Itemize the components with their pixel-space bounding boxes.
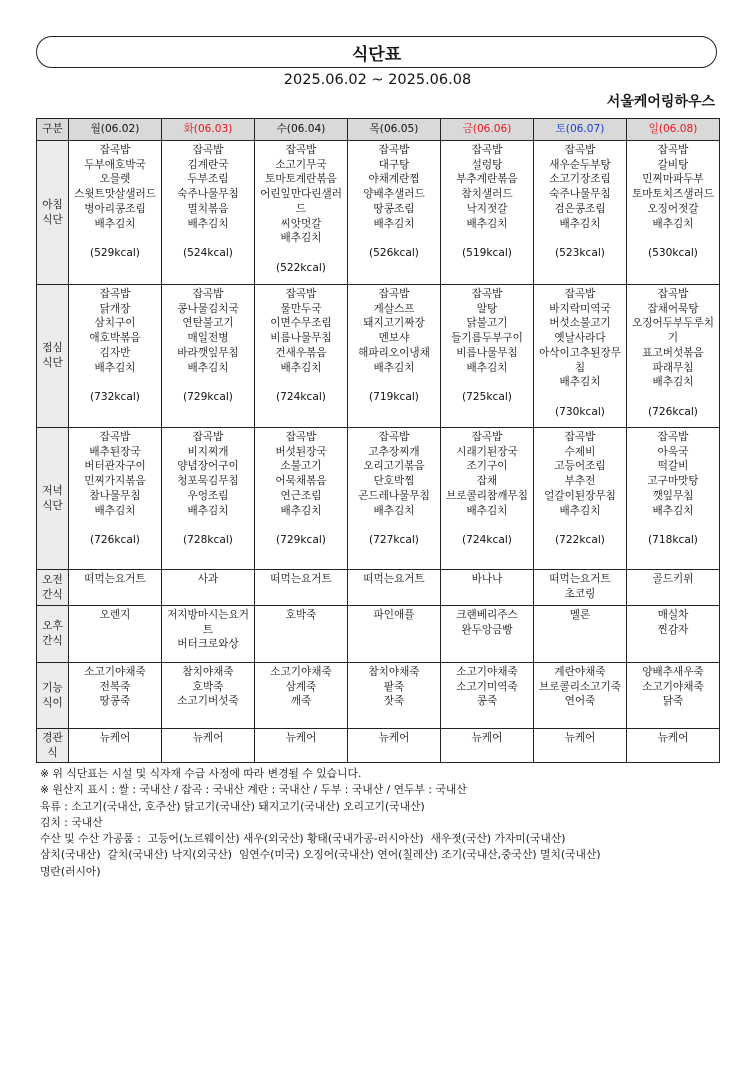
meal-cell-dinner-thu bbox=[348, 428, 441, 570]
menu-item: 배추김치 bbox=[280, 361, 322, 374]
menu-item: 떠먹는요거트 bbox=[549, 573, 611, 585]
menu-item: 배추김치 bbox=[652, 504, 694, 517]
calorie-label: (724kcal) bbox=[276, 390, 326, 403]
menu-item: 잡곡밥 bbox=[99, 431, 131, 443]
menu-item: 들기름두부구이 bbox=[451, 332, 523, 345]
meal-cell-afternoon-snack-mon bbox=[69, 606, 162, 663]
menu-item: 삼치구이 bbox=[94, 317, 136, 330]
page-title: 식단표 bbox=[351, 44, 402, 65]
meal-cell-dinner-wed bbox=[255, 428, 348, 570]
menu-item: 배추김치 bbox=[652, 217, 694, 230]
menu-item: 배추김치 bbox=[466, 504, 508, 517]
menu-item: 바나나 bbox=[471, 573, 503, 585]
day-header-sun: 일(06.08) bbox=[627, 119, 720, 141]
menu-item: 참치야채죽 bbox=[368, 666, 420, 678]
menu-item: 어묵채볶음 bbox=[275, 475, 327, 488]
meal-cell-morning-snack-fri bbox=[441, 570, 534, 606]
menu-item: 양념장어구이 bbox=[177, 460, 239, 473]
menu-item: 건새우볶음 bbox=[275, 346, 327, 359]
menu-item: 잡곡밥 bbox=[657, 288, 689, 300]
menu-item: 배추김치 bbox=[466, 217, 508, 230]
menu-item: 소고기장조림 bbox=[549, 173, 611, 186]
menu-item: 참치야채죽 bbox=[182, 666, 234, 678]
menu-item: 콩나물김치국 bbox=[177, 302, 239, 315]
menu-item: 소고기버섯죽 bbox=[177, 695, 239, 708]
menu-item: 닭불고기 bbox=[466, 317, 508, 330]
menu-item: 옛날사라다 bbox=[554, 332, 606, 345]
menu-item: 뉴케어 bbox=[471, 732, 503, 744]
calorie-label: (726kcal) bbox=[648, 405, 698, 418]
menu-item: 찐감자 bbox=[657, 623, 689, 636]
menu-item: 뉴케어 bbox=[378, 732, 410, 744]
menu-item: 잡곡밥 bbox=[99, 144, 131, 156]
menu-item: 양배추샐러드 bbox=[363, 188, 425, 201]
menu-item: 소고기야채죽 bbox=[642, 680, 704, 693]
calorie-label: (729kcal) bbox=[183, 390, 233, 403]
meal-cell-dinner-tue bbox=[162, 428, 255, 570]
menu-item: 잡곡밥 bbox=[192, 144, 224, 156]
meal-cell-morning-snack-mon bbox=[69, 570, 162, 606]
meal-cell-dinner-sat bbox=[534, 428, 627, 570]
menu-item: 소고기미역죽 bbox=[456, 680, 518, 693]
menu-item: 잡채 bbox=[476, 475, 498, 488]
menu-item: 잡곡밥 bbox=[285, 288, 317, 300]
menu-item: 깨죽 bbox=[290, 695, 312, 708]
menu-item: 조기구이 bbox=[466, 460, 508, 473]
meal-cell-functional-diet-sun bbox=[627, 663, 720, 729]
meal-cell-tube-feeding-mon bbox=[69, 729, 162, 763]
row-label-breakfast: 아침 식단 bbox=[37, 141, 69, 285]
menu-item: 소고기야채죽 bbox=[84, 666, 146, 678]
meal-cell-morning-snack-tue bbox=[162, 570, 255, 606]
menu-item: 호박죽 bbox=[192, 680, 224, 693]
meal-cell-morning-snack-wed bbox=[255, 570, 348, 606]
row-label-morning-snack: 오전 간식 bbox=[37, 570, 69, 606]
calorie-label: (727kcal) bbox=[369, 533, 419, 546]
menu-item: 브로콜리소고기죽 bbox=[539, 680, 621, 693]
menu-item: 잡곡밥 bbox=[378, 144, 410, 156]
menu-item: 배추김치 bbox=[187, 217, 229, 230]
row-functional-diet bbox=[37, 663, 720, 729]
menu-item: 배추김치 bbox=[280, 232, 322, 245]
menu-item: 완두앙금빵 bbox=[461, 623, 513, 636]
menu-item: 비지찌개 bbox=[187, 445, 229, 458]
calorie-label: (522kcal) bbox=[276, 261, 326, 274]
day-header-thu: 목(06.05) bbox=[348, 119, 441, 141]
menu-item: 배추김치 bbox=[94, 217, 136, 230]
title-box bbox=[36, 36, 717, 68]
row-dinner bbox=[37, 428, 720, 570]
calorie-label: (719kcal) bbox=[369, 390, 419, 403]
meal-cell-tube-feeding-sun bbox=[627, 729, 720, 763]
menu-item: 배추김치 bbox=[559, 376, 601, 389]
menu-item: 단호박찜 bbox=[373, 475, 415, 488]
menu-item: 김계란국 bbox=[187, 158, 229, 171]
menu-item: 표고버섯볶음 bbox=[642, 346, 704, 359]
menu-item: 대구탕 bbox=[378, 158, 410, 171]
meal-cell-lunch-mon bbox=[69, 285, 162, 428]
menu-item: 배추김치 bbox=[373, 217, 415, 230]
row-label-dinner: 저녁 식단 bbox=[37, 428, 69, 570]
menu-item: 배추김치 bbox=[652, 376, 694, 389]
meal-table bbox=[36, 118, 720, 763]
note-line: 명란(러시아) bbox=[40, 864, 101, 878]
menu-item: 버섯된장국 bbox=[275, 445, 327, 458]
menu-item: 물만두국 bbox=[280, 302, 322, 315]
date-range: 2025.06.02 ~ 2025.06.08 bbox=[283, 72, 472, 88]
menu-item: 비름나물무침 bbox=[456, 346, 518, 359]
menu-item: 소고기야채죽 bbox=[270, 666, 332, 678]
meal-cell-breakfast-sat bbox=[534, 141, 627, 285]
note-line: 김치 : 국내산 bbox=[40, 815, 103, 829]
menu-item: 참치샐러드 bbox=[461, 188, 513, 201]
menu-item: 고추장찌개 bbox=[368, 445, 420, 458]
meal-cell-breakfast-wed bbox=[255, 141, 348, 285]
menu-item: 연탄불고기 bbox=[182, 317, 234, 330]
row-morning-snack bbox=[37, 570, 720, 606]
row-tube-feeding bbox=[37, 729, 720, 763]
row-label-tube-feeding: 경관 식 bbox=[37, 729, 69, 763]
row-label-functional-diet: 기능 식이 bbox=[37, 663, 69, 729]
menu-item: 양배추새우죽 bbox=[642, 666, 704, 678]
menu-item: 고구마맛탕 bbox=[647, 475, 699, 488]
meal-cell-afternoon-snack-tue bbox=[162, 606, 255, 663]
menu-item: 깻잎무침 bbox=[652, 489, 694, 502]
meal-cell-breakfast-thu bbox=[348, 141, 441, 285]
day-header-fri: 금(06.06) bbox=[441, 119, 534, 141]
menu-item: 뉴케어 bbox=[192, 732, 224, 744]
menu-item: 닭죽 bbox=[662, 695, 684, 708]
menu-item: 매실차 bbox=[657, 609, 689, 621]
day-header-mon: 월(06.02) bbox=[69, 119, 162, 141]
calorie-label: (519kcal) bbox=[462, 246, 512, 259]
row-afternoon-snack bbox=[37, 606, 720, 663]
menu-item: 배추김치 bbox=[373, 361, 415, 374]
menu-item: 버섯소불고기 bbox=[549, 317, 611, 330]
calorie-label: (726kcal) bbox=[90, 533, 140, 546]
menu-item: 잡곡밥 bbox=[471, 288, 503, 300]
menu-item: 버터크로와상 bbox=[177, 638, 239, 651]
menu-item: 잡곡밥 bbox=[657, 431, 689, 443]
calorie-label: (728kcal) bbox=[183, 533, 233, 546]
menu-item: 뉴케어 bbox=[99, 732, 131, 744]
note-line: 육류 : 소고기(국내산, 호주산) 닭고기(국내산) 돼지고기(국내산) 오리고기(국내산) bbox=[40, 799, 425, 813]
menu-item: 매일전병 bbox=[187, 332, 229, 345]
menu-item: 오리고기볶음 bbox=[363, 460, 425, 473]
menu-item: 해파리오이냉채 bbox=[358, 346, 430, 359]
menu-item: 배추김치 bbox=[559, 217, 601, 230]
menu-item: 돼지고기짜장 bbox=[363, 317, 425, 330]
menu-item: 땅콩죽 bbox=[99, 695, 131, 708]
calorie-label: (718kcal) bbox=[648, 533, 698, 546]
menu-item: 호박죽 bbox=[285, 609, 317, 621]
note-line: ※ 위 식단표는 시설 및 식자재 수급 사정에 따라 변경될 수 있습니다. bbox=[40, 767, 362, 780]
menu-item: 잡곡밥 bbox=[564, 144, 596, 156]
menu-item: 곤드레나물무침 bbox=[358, 489, 430, 502]
meal-cell-breakfast-mon bbox=[69, 141, 162, 285]
menu-item: 민찌마파두부 bbox=[642, 173, 704, 186]
menu-item: 오징어젓갈 bbox=[647, 202, 699, 215]
menu-item: 배추김치 bbox=[94, 361, 136, 374]
menu-item: 스윗트맛살샐러드 bbox=[74, 188, 156, 201]
menu-item: 시래기된장국 bbox=[456, 445, 518, 458]
menu-item: 배추김치 bbox=[559, 504, 601, 517]
menu-item: 잡곡밥 bbox=[285, 431, 317, 443]
note-line: ※ 원산지 표시 : 쌀 : 국내산 / 잡곡 : 국내산 계란 : 국내산 / 두부 : 국내산 / 연두부 : 국내산 bbox=[40, 783, 467, 797]
menu-item: 소불고기 bbox=[280, 460, 322, 473]
menu-item: 야채계란찜 bbox=[368, 173, 420, 186]
header-row bbox=[37, 119, 720, 141]
menu-item: 수제비 bbox=[564, 445, 596, 458]
row-lunch bbox=[37, 285, 720, 428]
menu-item: 비름나물무침 bbox=[270, 332, 332, 345]
row-label-lunch: 점심 식단 bbox=[37, 285, 69, 428]
note-line: 삼치(국내산) 갈치(국내산) 낙지(외국산) 임연수(미국) 오징어(국내산) 연어(칠레산) 조기(국내산,중국산) 멸치(국내산) bbox=[40, 848, 601, 862]
day-header-tue: 화(06.03) bbox=[162, 119, 255, 141]
meal-table-body bbox=[37, 141, 720, 763]
menu-item: 바지락미역국 bbox=[549, 302, 611, 315]
menu-item: 청포묵김무침 bbox=[177, 475, 239, 488]
menu-item: 토마토계란볶음 bbox=[265, 173, 337, 186]
menu-item: 전복죽 bbox=[99, 680, 131, 693]
meal-cell-afternoon-snack-fri bbox=[441, 606, 534, 663]
menu-item: 사과 bbox=[197, 573, 219, 585]
meal-cell-dinner-mon bbox=[69, 428, 162, 570]
menu-item: 파래무침 bbox=[652, 361, 694, 374]
menu-item: 소고기야채죽 bbox=[456, 666, 518, 678]
menu-item: 배추된장국 bbox=[89, 445, 141, 458]
menu-item: 잡곡밥 bbox=[99, 288, 131, 300]
menu-item: 땅콩조림 bbox=[373, 202, 415, 215]
menu-item: 오징어두부두루치기 bbox=[632, 317, 714, 345]
menu-item: 연어죽 bbox=[564, 695, 596, 708]
menu-item: 잡곡밥 bbox=[192, 288, 224, 300]
menu-item: 잡곡밥 bbox=[657, 144, 689, 156]
meal-cell-functional-diet-tue bbox=[162, 663, 255, 729]
menu-item: 멘보샤 bbox=[378, 332, 410, 345]
menu-item: 김자반 bbox=[99, 346, 131, 359]
meal-cell-breakfast-tue bbox=[162, 141, 255, 285]
meal-cell-breakfast-fri bbox=[441, 141, 534, 285]
menu-item: 소고기무국 bbox=[275, 158, 327, 171]
menu-item: 아삭이고추된장무침 bbox=[539, 346, 621, 374]
menu-item: 잡곡밥 bbox=[564, 431, 596, 443]
meal-cell-dinner-fri bbox=[441, 428, 534, 570]
meal-cell-afternoon-snack-wed bbox=[255, 606, 348, 663]
organization-name: 서울케어링하우스 bbox=[606, 94, 715, 110]
menu-item: 고등어조림 bbox=[554, 460, 606, 473]
meal-cell-morning-snack-thu bbox=[348, 570, 441, 606]
meal-cell-tube-feeding-thu bbox=[348, 729, 441, 763]
menu-item: 배추김치 bbox=[187, 361, 229, 374]
menu-item: 알탕 bbox=[476, 302, 498, 315]
menu-item: 잣죽 bbox=[383, 695, 405, 708]
menu-item: 잡곡밥 bbox=[471, 144, 503, 156]
menu-item: 어린잎만다린샐러드 bbox=[260, 188, 342, 215]
menu-item: 숙주나물무침 bbox=[549, 188, 611, 201]
menu-item: 팥죽 bbox=[383, 680, 405, 693]
calorie-label: (529kcal) bbox=[90, 246, 140, 259]
calorie-label: (526kcal) bbox=[369, 246, 419, 259]
meal-cell-functional-diet-mon bbox=[69, 663, 162, 729]
menu-item: 잡곡밥 bbox=[378, 288, 410, 300]
menu-item: 설렁탕 bbox=[471, 158, 503, 171]
notes-section bbox=[40, 766, 601, 880]
menu-item: 토마토치즈샐러드 bbox=[632, 188, 714, 201]
meal-cell-tube-feeding-wed bbox=[255, 729, 348, 763]
menu-item: 잡곡밥 bbox=[471, 431, 503, 443]
menu-item: 버터관자구이 bbox=[84, 460, 146, 473]
menu-item: 떠먹는요거트 bbox=[363, 573, 425, 585]
menu-item: 콩죽 bbox=[476, 695, 498, 708]
calorie-label: (725kcal) bbox=[462, 390, 512, 403]
menu-item: 오렌지 bbox=[99, 609, 131, 621]
meal-cell-afternoon-snack-sat bbox=[534, 606, 627, 663]
menu-item: 잡채어묵탕 bbox=[647, 302, 699, 315]
menu-item: 부추계란볶음 bbox=[456, 173, 518, 186]
menu-item: 뉴케어 bbox=[285, 732, 317, 744]
menu-item: 아욱국 bbox=[657, 445, 689, 458]
menu-item: 잡곡밥 bbox=[192, 431, 224, 443]
calorie-label: (729kcal) bbox=[276, 533, 326, 546]
day-header-sat: 토(06.07) bbox=[534, 119, 627, 141]
menu-item: 부추전 bbox=[564, 475, 596, 488]
menu-item: 갈비탕 bbox=[657, 158, 689, 171]
menu-item: 뉴케어 bbox=[564, 732, 596, 744]
note-line: 수산 및 수산 가공품 : 고등어(노르웨이산) 새우(외국산) 황태(국내가공-러시아산) 새우젓(국산) 가자미(국내산) bbox=[40, 832, 566, 846]
menu-item: 참나물무침 bbox=[89, 489, 141, 502]
meal-cell-lunch-thu bbox=[348, 285, 441, 428]
menu-item: 애호박볶음 bbox=[89, 332, 141, 345]
menu-item: 잡곡밥 bbox=[564, 288, 596, 300]
menu-item: 초코링 bbox=[564, 587, 596, 600]
menu-item: 닭개장 bbox=[99, 302, 131, 315]
meal-cell-tube-feeding-fri bbox=[441, 729, 534, 763]
day-header-wed: 수(06.04) bbox=[255, 119, 348, 141]
menu-item: 떡갈비 bbox=[657, 460, 689, 473]
menu-item: 크랜베리주스 bbox=[456, 609, 518, 621]
menu-item: 떠먹는요거트 bbox=[270, 573, 332, 585]
meal-cell-lunch-tue bbox=[162, 285, 255, 428]
menu-item: 검은콩조림 bbox=[554, 202, 606, 215]
calorie-label: (523kcal) bbox=[555, 246, 605, 259]
menu-item: 파인애플 bbox=[373, 609, 415, 621]
calorie-label: (732kcal) bbox=[90, 390, 140, 403]
calorie-label: (730kcal) bbox=[555, 405, 605, 418]
menu-item: 배추김치 bbox=[373, 504, 415, 517]
meal-cell-dinner-sun bbox=[627, 428, 720, 570]
menu-item: 삼계죽 bbox=[285, 680, 317, 693]
row-label-afternoon-snack: 오후 간식 bbox=[37, 606, 69, 663]
menu-item: 잡곡밥 bbox=[378, 431, 410, 443]
meal-cell-afternoon-snack-sun bbox=[627, 606, 720, 663]
menu-item: 얼갈이된장무침 bbox=[544, 489, 616, 502]
menu-item: 새우순두부탕 bbox=[549, 158, 611, 171]
meal-cell-lunch-sat bbox=[534, 285, 627, 428]
menu-item: 두부조림 bbox=[187, 173, 229, 186]
menu-item: 연근조림 bbox=[280, 489, 322, 502]
meal-cell-afternoon-snack-thu bbox=[348, 606, 441, 663]
meal-cell-morning-snack-sat bbox=[534, 570, 627, 606]
menu-item: 골드키위 bbox=[652, 573, 694, 585]
menu-item: 배추김치 bbox=[466, 361, 508, 374]
menu-item: 계란야채죽 bbox=[554, 666, 606, 678]
meal-cell-functional-diet-wed bbox=[255, 663, 348, 729]
calorie-label: (724kcal) bbox=[462, 533, 512, 546]
meal-cell-functional-diet-fri bbox=[441, 663, 534, 729]
meal-cell-morning-snack-sun bbox=[627, 570, 720, 606]
menu-item: 민찌가지볶음 bbox=[84, 475, 146, 488]
menu-item: 배추김치 bbox=[280, 504, 322, 517]
meal-cell-tube-feeding-sat bbox=[534, 729, 627, 763]
menu-item: 배추김치 bbox=[187, 504, 229, 517]
menu-item: 멸치볶음 bbox=[187, 202, 229, 215]
meal-cell-lunch-fri bbox=[441, 285, 534, 428]
menu-item: 저지방마시는요거트 bbox=[167, 609, 249, 636]
menu-item: 떠먹는요거트 bbox=[84, 573, 146, 585]
menu-item: 오믈렛 bbox=[99, 173, 131, 186]
meal-cell-breakfast-sun bbox=[627, 141, 720, 285]
menu-item: 낙지젓갈 bbox=[466, 202, 508, 215]
menu-item: 브로콜리참깨무침 bbox=[446, 489, 528, 502]
header-corner: 구분 bbox=[37, 119, 69, 141]
menu-item: 숙주나물무침 bbox=[177, 188, 239, 201]
menu-item: 멜론 bbox=[569, 609, 591, 621]
meal-cell-lunch-wed bbox=[255, 285, 348, 428]
menu-item: 게살스프 bbox=[373, 302, 415, 315]
meal-cell-tube-feeding-tue bbox=[162, 729, 255, 763]
menu-item: 뉴케어 bbox=[657, 732, 689, 744]
menu-item: 바라깻잎무침 bbox=[177, 346, 239, 359]
calorie-label: (530kcal) bbox=[648, 246, 698, 259]
menu-item: 배추김치 bbox=[94, 504, 136, 517]
row-breakfast bbox=[37, 141, 720, 285]
meal-cell-functional-diet-sat bbox=[534, 663, 627, 729]
menu-item: 잡곡밥 bbox=[285, 144, 317, 156]
calorie-label: (722kcal) bbox=[555, 533, 605, 546]
menu-item: 병아리콩조림 bbox=[84, 202, 146, 215]
menu-item: 이면수무조림 bbox=[270, 317, 332, 330]
menu-item: 씨앗멋갈 bbox=[280, 217, 322, 230]
meal-cell-lunch-sun bbox=[627, 285, 720, 428]
menu-item: 우엉조림 bbox=[187, 489, 229, 502]
meal-cell-functional-diet-thu bbox=[348, 663, 441, 729]
calorie-label: (524kcal) bbox=[183, 246, 233, 259]
menu-item: 두부애호박국 bbox=[84, 158, 146, 171]
